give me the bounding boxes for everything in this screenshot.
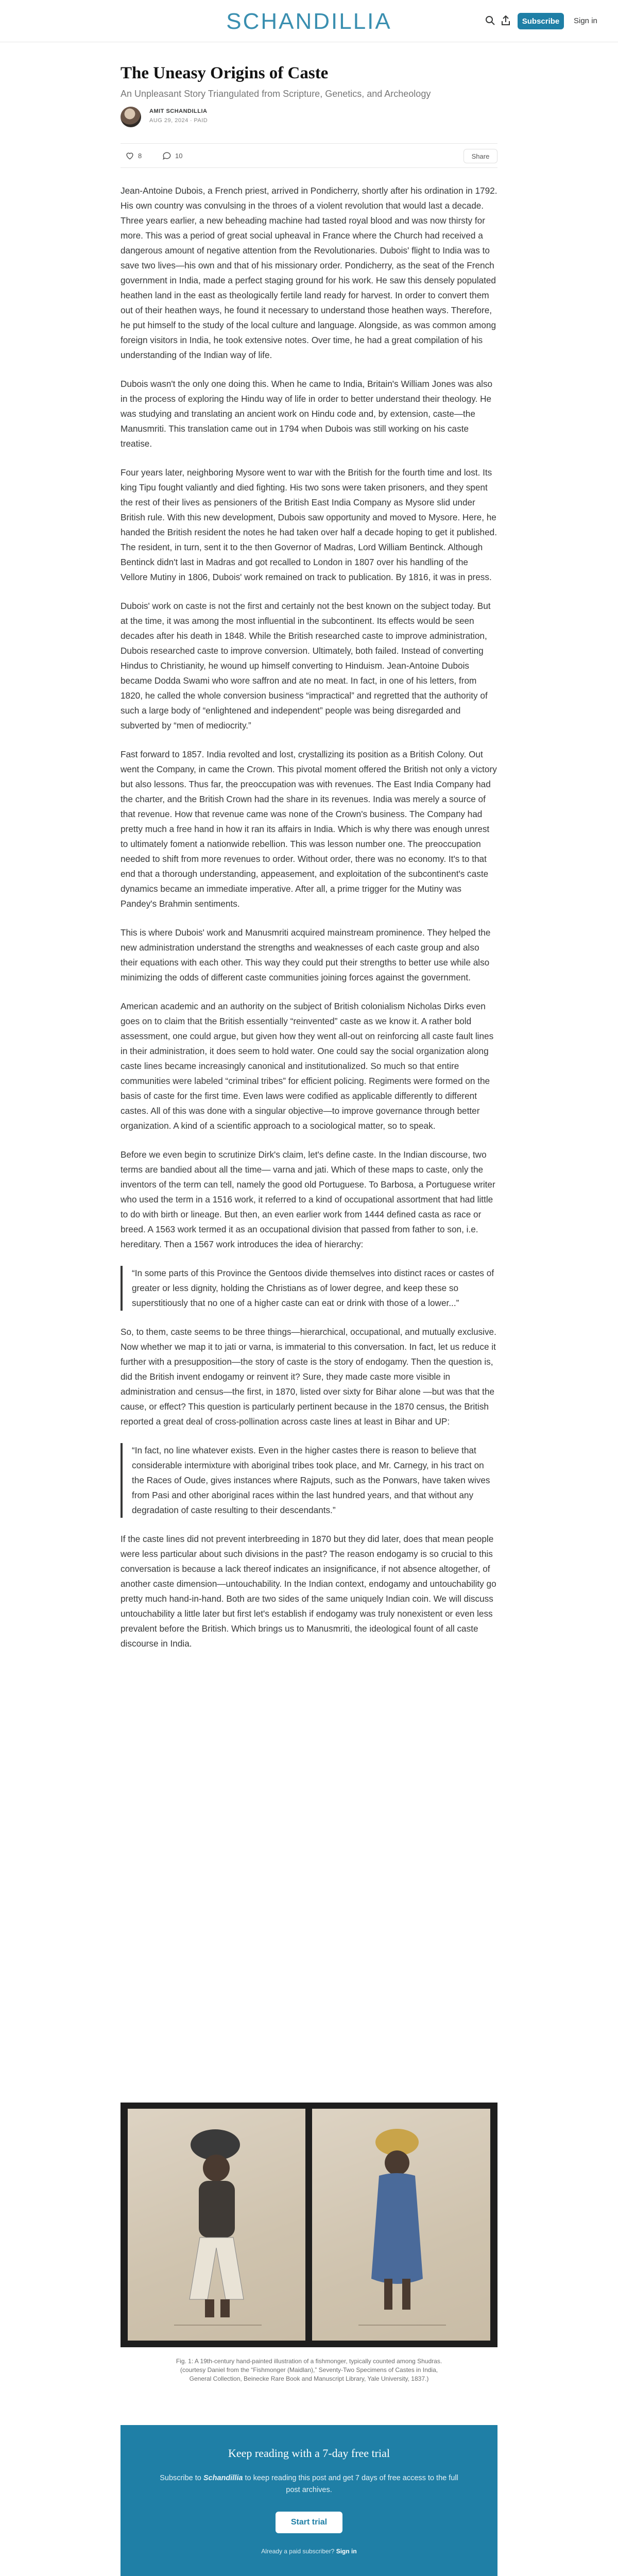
post-title: The Uneasy Origins of Caste <box>121 64 329 82</box>
paragraph: Before we even begin to scrutinize Dirk's claim, let's define caste. In the Indian discourse, two terms are bandied about all the time— varna and jati. Which of these maps to caste, only the inventors of the term can tell, namely the good old Portuguese. To Barbosa, a Portuguese writer who used the term in a 1516 work, it referred to a kind of occupational assortment that had little to do with birth or lineage. But then, an even earlier work from 1444 defined casta as race or breed. A 1563 work termed it as an occupational division that passed from father to son, i.e. hereditary. Then a 1567 work introduces the idea of hierarchy: <box>121 1149 495 1249</box>
heart-icon <box>125 150 135 161</box>
paragraph: American academic and an authority on the subject of British colonialism Nicholas Dirks even goes on to claim that the British essentially “reinvented” caste as we know it. A rather bold assessment, one could argue, but given how they went all-out on reinforcing all caste fault lines in their administration, it does seem to hold water. One could say the social organization along caste lines became increasingly canonical and institutionalized. So much so that entire communities were labeled “criminal tribes” for efficient policing. Regiments were formed on the basis of caste for the first time. Even laws were codified as applicable differently to different castes. All of this was done with a singular objective—to improve governance through better organization. A kind of a scientific approach to a sociological matter, so to speak. <box>121 1001 494 1131</box>
paragraph: This is where Dubois' work and Manusmriti acquired mainstream prominence. They helped the new administration understand the strengths and weaknesses of each caste group and also their equations with each other. This way they could put their strengths to better use while also minimizing the odds of different caste communities joining forces against the government. <box>121 927 491 982</box>
trial-signin-link[interactable]: Sign in <box>336 2548 357 2555</box>
comment-count: 10 <box>175 151 183 160</box>
paragraph: Four years later, neighboring Mysore went to war with the British for the fourth time and lost. Its king Tipu fought valiantly and died fighting. His two sons were taken prisoners, and they spent the rest of their lives as pensioners of the British East India Company as Mysore slid under British rule. With this new development, Dubois saw opportunity and moved to Mysore. Here, he handed the British resident the notes he had taken over half a decade hoping to get it published. The resident, in turn, sent it to the then Governor of Madras, Lord William Bentinck. Although Bentinck didn't last in Madras and got recalled to London in 1807 over his handling of the Vellore Mutiny in 1806, Dubois' work remained on track to publication. By 1816, it was in press. <box>121 467 497 582</box>
fishmonger-illustration-left <box>128 2109 305 2341</box>
publication-title[interactable]: SCHANDILLIA <box>226 9 392 34</box>
subscribe-button[interactable]: Subscribe <box>518 13 564 29</box>
figure-caption: Fig. 1: A 19th-century hand-painted illustration of a fishmonger, typically counted among Shudras. (courtesy Daniel from the “Fishmonger (Maidlan),” Seventy-Two Specimens of Castes in India, General Collection, Beinecke Rare Book and Manuscript Library, Yale University, 1837.) <box>176 2358 442 2382</box>
block-quote: “In some parts of this Province the Gentoos divide themselves into distinct races or castes of greater or less dignity, holding the Christians as of lower degree, and keep these so superstitiously that no one of a higher caste can eat or drink with those of a lower...” <box>121 1266 497 1311</box>
trial-title: Keep reading with a 7-day free trial <box>228 2447 390 2460</box>
paragraph: If the caste lines did not prevent interbreeding in 1870 but they did later, does that mean people were less particular about such divisions in the past? The reason endogamy is so crucial to this conversation is because a lack thereof indicates an insignificance, if not absence altogether, of another caste dimension—untouchability. In the Indian context, endogamy and untouchability go pretty much hand-in-hand. Both are two sides of the same uniquely Indian coin. We will discuss untouchability a little later but first let's establish if endogamy was truly nonexistent or even less prevalent before the British. Which brings us to Manusmriti, the ideological fount of all caste discourse in India. <box>121 1534 496 1649</box>
trial-description: Subscribe to Schandillia to keep reading this post and get 7 days of free access to the full post archives. <box>160 2474 458 2494</box>
trial-signin-row: Already a paid subscriber? Sign in <box>261 2548 357 2555</box>
comment-icon <box>162 150 172 161</box>
trial-publication-name: Schandillia <box>203 2474 243 2482</box>
illustration-image[interactable] <box>121 2103 497 2347</box>
like-count: 8 <box>138 151 142 160</box>
start-trial-button[interactable]: Start trial <box>276 2512 342 2533</box>
author-name[interactable]: AMIT SCHANDILLIA <box>149 108 208 114</box>
top-bar <box>0 0 618 42</box>
like-button[interactable] <box>125 149 142 162</box>
author-avatar[interactable] <box>121 107 141 127</box>
sign-in-link[interactable]: Sign in <box>574 16 597 25</box>
share-icon[interactable] <box>500 14 512 27</box>
post-subtitle: An Unpleasant Story Triangulated from Scripture, Genetics, and Archeology <box>121 89 431 99</box>
paragraph: Dubois' work on caste is not the first and certainly not the best known on the subject today. But at the time, it was among the most influential in the subcontinent. Its effects would be seen decades after his death in 1848. While the British researched caste to improve administration, Dubois researched caste to improve conversion. Ultimately, both failed. Instead of converting Hindus to Christianity, he wound up himself converting to Hinduism. Jean-Antoine Dubois became Dodda Swami who wore saffron and ate no meat. In fact, in one of his letters, from 1820, he called the whole conversion business “impractical” and regretted that the authority of such a large body of “enlightened and independent” people was being disregarded and subverted by “men of mediocrity.” <box>121 601 491 731</box>
free-trial-box <box>121 2425 497 2576</box>
paragraph: Jean-Antoine Dubois, a French priest, arrived in Pondicherry, shortly after his ordination in 1792. His own country was convulsing in the throes of a violent revolution that would last a decade. Three years earlier, a new beheading machine had tasted royal blood and was now thirsty for more. This was a period of great social upheaval in France where the Church had received a dangerous amount of negative attention from the Revolutionaries. Dubois' flight to India was to save two lives—his own and that of his missionary order. Pondicherry, as the seat of the French government in India, made a perfect staging ground for his work. He saw this densely populated heathen land in the east as theologically fertile land ready for harvest. In order to convert them out of their heathen ways, he found it necessary to understand those heathen ways. Therefore, he put himself to the study of the local culture and language. Alongside, as was common among foreign visitors in India, he took extensive notes. Over time, he had a great compilation of his understanding of the Indian way of life. <box>121 185 497 360</box>
paragraph: So, to them, caste seems to be three things—hierarchical, occupational, and mutually exclusive. Now whether we map it to jati or varna, is immaterial to this conversation. In fact, let us reduce it further with a presupposition—the story of caste is the story of endogamy. Then the question is, did the British invent endogamy or reinvent it? Sure, they made caste more visible in administration and census—the first, in 1870, listed over sixty for Bihar alone —but was that the cause, or effect? This question is particularly pertinent because in the 1870 census, the British reported a great deal of cross-pollination across caste lines at least in Bihar and UP: <box>121 1327 496 1427</box>
share-button[interactable]: Share <box>464 149 497 163</box>
post-date: AUG 29, 2024 ∙ PAID <box>149 117 208 124</box>
search-icon[interactable] <box>484 14 496 27</box>
fishmonger-illustration-right <box>312 2109 490 2341</box>
block-quote: “In fact, no line whatever exists. Even in the higher castes there is reason to believe that considerable intermixture with aboriginal tribes took place, and Mr. Carnegy, in his tract on the Races of Oude, gives instances where Rajputs, such as the Ponwars, have taken wives from Pasi and other aboriginal races within the last hundred years, and that without any degradation of caste resulting to their descendants.” <box>121 1443 497 1518</box>
comments-button[interactable] <box>162 149 182 162</box>
paragraph: Dubois wasn't the only one doing this. When he came to India, Britain's William Jones was also in the process of exploring the Hindu way of life in order to better understand their theology. He was studying and translating an ancient work on Hindu code and, by extension, caste—the Manusmriti. This translation came out in 1794 when Dubois was still working on his caste treatise. <box>121 379 493 449</box>
paragraph: Fast forward to 1857. India revolted and lost, crystallizing its position as a British Colony. Out went the Company, in came the Crown. This pivotal moment offered the British not only a victory but also lessons. Thus far, the preoccupation was with revenues. The East India Company had the charter, and the British Crown had the share in its revenues. India was merely a source of that revenue. How that revenue came was none of the Crown's business. The Company had pretty much a free hand in how it ran its affairs in India. Which is why there was enough unrest to ultimately foment a nationwide rebellion. This was lesson number one. The preoccupation needed to shift from more revenues to order. Without order, there was no economy. It's to that end that a thorough understanding, appeasement, and exploitation of the subcontinent's caste dynamics became an immediate imperative. After all, a prime trigger for the Mutiny was Pandey's Brahmin sentiments. <box>121 749 497 909</box>
post-action-bar <box>121 143 497 168</box>
post-body <box>121 183 497 1665</box>
